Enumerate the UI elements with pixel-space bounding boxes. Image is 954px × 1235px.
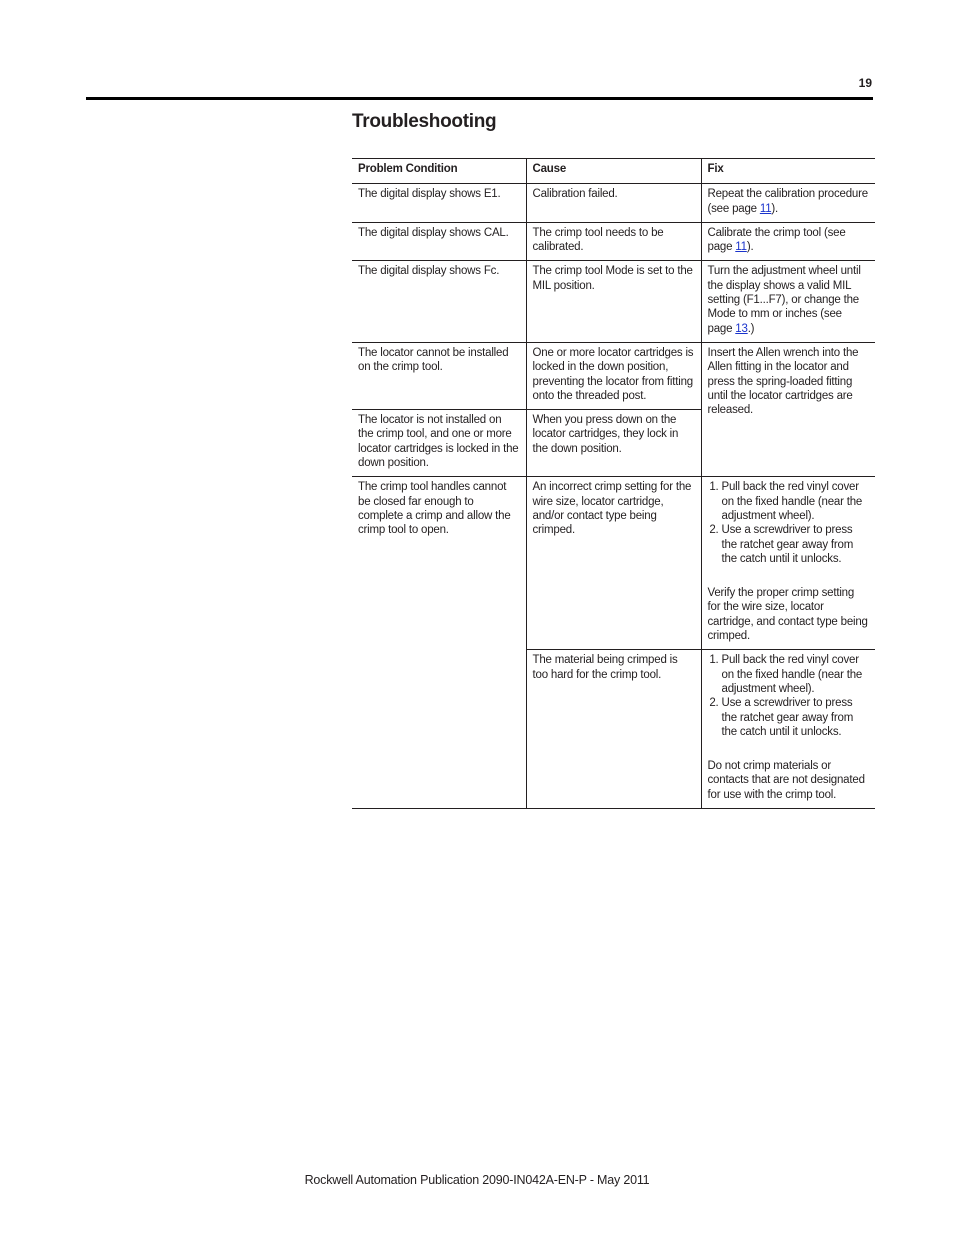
fix-steps-list [708,480,870,566]
table-header-row [352,159,875,184]
fix-step: 2. Use a screwdriver to press the ratchet gear away from the catch until it unlocks. [722,523,870,566]
problem-cell: The locator cannot be installed on the crimp tool. [352,342,526,409]
fix-text: Calibrate the crimp tool (see page [707,226,846,254]
fix-cell [701,184,875,223]
header-cause: Cause [526,159,701,184]
fix-text: Turn the adjustment wheel until the display shows a valid MIL setting (F1...F7), or change the Mode to mm or inches (see page [707,265,861,335]
cause-cell: One or more locator cartridges is locked in the down position, preventing the locator from fitting onto the threaded post. [526,342,701,409]
fix-note: Do not crimp materials or contacts that are not designated for use with the crimp tool. [707,760,865,801]
fix-cell [701,261,875,342]
problem-cell: The locator is not installed on the crimp tool, and one or more locator cartridges is locked in the down position. [352,410,526,477]
problem-cell: The crimp tool handles cannot be closed far enough to complete a crimp and allow the crimp tool to open. [352,477,526,809]
section-title: Troubleshooting [352,111,497,132]
fix-steps-list [708,653,870,739]
problem-cell: The digital display shows CAL. [352,222,526,261]
problem-cell: The digital display shows Fc. [352,261,526,342]
table-row [352,222,875,261]
page-link[interactable]: 11 [735,241,747,254]
header-rule [86,97,873,100]
table-row [352,477,875,650]
fix-step: 2. Use a screwdriver to press the ratchet gear away from the catch until it unlocks. [722,696,870,739]
fix-text-end: .) [747,322,755,335]
fix-step: 1. Pull back the red vinyl cover on the fixed handle (near the adjustment wheel). [722,653,870,696]
troubleshooting-table [352,158,875,809]
fix-step: 1. Pull back the red vinyl cover on the fixed handle (near the adjustment wheel). [722,480,870,523]
cause-cell: The material being crimped is too hard for the crimp tool. [526,650,701,809]
fix-text-end: ). [771,202,779,215]
fix-cell [701,222,875,261]
publication-footer: Rockwell Automation Publication 2090-IN042A-EN-P - May 2011 [304,1173,650,1187]
fix-cell [701,477,875,650]
page-link[interactable]: 13 [735,322,748,335]
fix-cell [701,650,875,809]
page-link[interactable]: 11 [759,202,772,215]
fix-cell: Insert the Allen wrench into the Allen fitting in the locator and press the spring-loaded fitting until the locator cartridges are released. [701,342,875,476]
fix-text-end: ). [746,241,754,254]
cause-cell: The crimp tool needs to be calibrated. [526,222,701,261]
fix-note: Verify the proper crimp setting for the wire size, locator cartridge, and contact type being crimped. [707,587,868,643]
table-row [352,261,875,342]
table-row [352,342,875,409]
header-problem-condition: Problem Condition [352,159,526,184]
page-number: 19 [858,76,872,90]
header-fix: Fix [701,159,875,184]
cause-cell: Calibration failed. [526,184,701,223]
cause-cell: An incorrect crimp setting for the wire size, locator cartridge, and/or contact type being crimped. [526,477,701,650]
cause-cell: When you press down on the locator cartridges, they lock in the down position. [526,410,701,477]
problem-cell: The digital display shows E1. [352,184,526,223]
cause-cell: The crimp tool Mode is set to the MIL position. [526,261,701,342]
fix-text: Repeat the calibration procedure (see page [707,188,868,215]
table-row [352,184,875,223]
